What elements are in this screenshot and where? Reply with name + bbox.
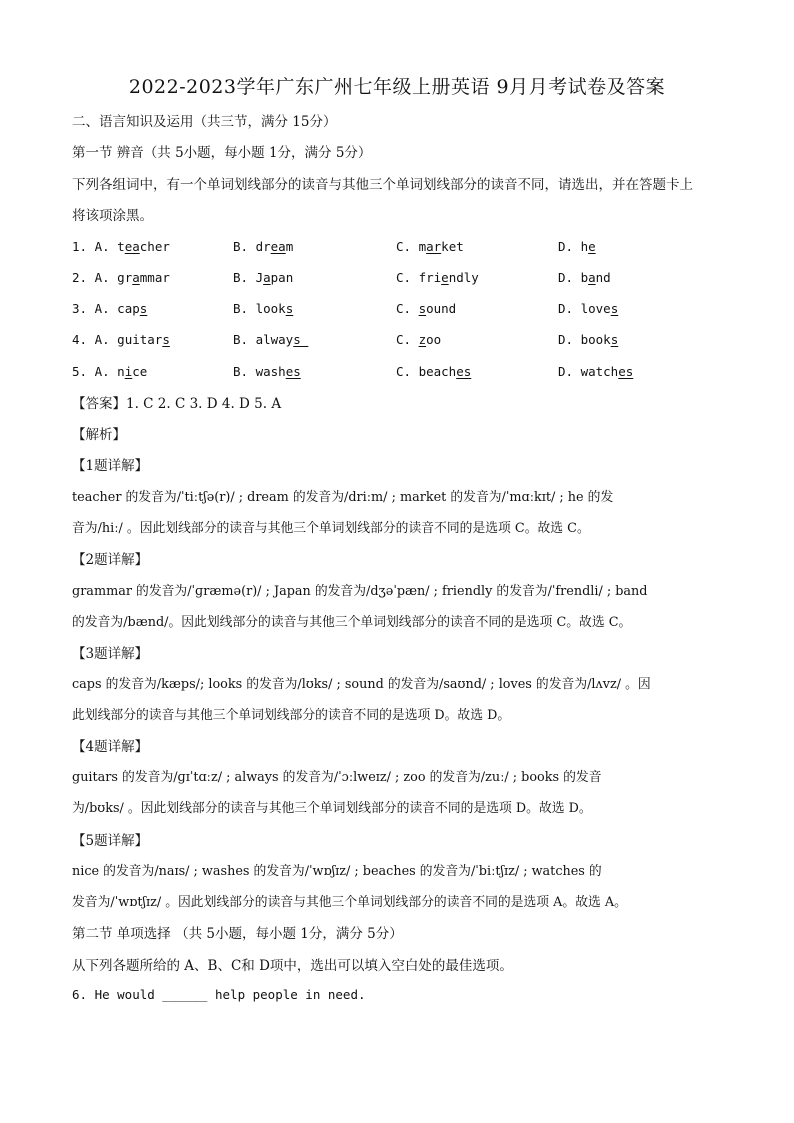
question-number: 1. A. [72, 239, 110, 254]
option-c: C. market [396, 239, 464, 254]
option-b: B. Japan [233, 270, 294, 285]
option-b: B. dream [233, 239, 294, 254]
question-6: 6. He would ______ help people in need. [72, 987, 366, 1002]
question-5 [72, 364, 147, 379]
part1-instruction-line2: 将该项涂黑。 [72, 208, 153, 224]
part2-heading: 第二节 单项选择 （共 5小题，每小题 1分，满分 5分） [72, 926, 403, 942]
detail-2-heading: 【2题详解】 [72, 552, 149, 568]
part1-heading: 第一节 辨音（共 5小题，每小题 1分，满分 5分） [72, 145, 372, 161]
option-c: C. beaches [396, 364, 472, 379]
question-number: 3. A. [72, 301, 110, 316]
option-d: D. band [558, 270, 611, 285]
question-number: 4. A. [72, 332, 110, 347]
detail-2-line1: grammar 的发音为/ˈɡræmə(r)/ ; Japan 的发音为/dʒəˈpæn/ ; friendly 的发音为/ˈfrendli/ ; band [72, 584, 648, 599]
option-b: B. looks [233, 301, 294, 316]
detail-2-line2: 的发音为/bænd/。因此划线部分的读音与其他三个单词划线部分的读音不同的是选项 C。故选 C。 [72, 615, 632, 630]
question-number: 2. A. [72, 270, 110, 285]
detail-5-heading: 【5题详解】 [72, 833, 149, 849]
detail-4-heading: 【4题详解】 [72, 739, 149, 755]
option-a: nice [117, 364, 148, 379]
option-b: B. always_ [233, 332, 309, 347]
page-title: 2022-2023学年广东广州七年级上册英语 9月月考试卷及答案 [128, 76, 666, 98]
detail-3-line1: caps 的发音为/kæps/; looks 的发音为/lʊks/ ; sound 的发音为/saʊnd/ ; loves 的发音为/lʌvz/ 。因 [72, 677, 651, 692]
question-1 [72, 239, 170, 254]
option-d: D. books [558, 332, 619, 347]
question-number: 5. A. [72, 364, 110, 379]
detail-5-line2: 发音为/ˈwɒtʃɪz/ 。因此划线部分的读音与其他三个单词划线部分的读音不同的是选项 A。故选 A。 [72, 895, 627, 910]
option-a: teacher [117, 239, 170, 254]
option-b: B. washes [233, 364, 301, 379]
detail-3-line2: 此划线部分的读音与其他三个单词划线部分的读音不同的是选项 D。故选 D。 [72, 708, 511, 723]
option-c: C. sound [396, 301, 457, 316]
detail-1-line2: 音为/hiː/ 。因此划线部分的读音与其他三个单词划线部分的读音不同的是选项 C。故选 C。 [72, 521, 590, 536]
detail-5-line1: nice 的发音为/naɪs/ ; washes 的发音为/ˈwɒʃɪz/ ; beaches 的发音为/ˈbiːtʃɪz/ ; watches 的 [72, 864, 602, 879]
option-d: D. watches [558, 364, 634, 379]
option-c: C. zoo [396, 332, 442, 347]
option-a: grammar [117, 270, 170, 285]
option-d: D. he [558, 239, 596, 254]
detail-4-line2: 为/bʊks/ 。因此划线部分的读音与其他三个单词划线部分的读音不同的是选项 D。故选 D。 [72, 801, 592, 816]
option-a: guitars [117, 332, 170, 347]
detail-3-heading: 【3题详解】 [72, 646, 149, 662]
option-d: D. loves [558, 301, 619, 316]
analysis-heading: 【解析】 [72, 427, 126, 443]
question-4 [72, 332, 170, 347]
option-a: caps [117, 301, 148, 316]
part1-instruction-line1: 下列各组词中，有一个单词划线部分的读音与其他三个单词划线部分的读音不同，请选出，并在答题卡上 [72, 177, 693, 193]
part2-instruction: 从下列各题所给的 A、B、C和 D项中，选出可以填入空白处的最佳选项。 [72, 958, 513, 974]
section-header: 二、语言知识及运用（共三节，满分 15分） [72, 114, 337, 130]
question-3 [72, 301, 147, 316]
answer-line: 【答案】1. C 2. C 3. D 4. D 5. A [72, 396, 282, 412]
detail-4-line1: guitars 的发音为/ɡɪˈtɑːz/ ; always 的发音为/ˈɔːlweɪz/ ; zoo 的发音为/zuː/ ; books 的发音 [72, 770, 602, 785]
detail-1-heading: 【1题详解】 [72, 458, 149, 474]
question-2 [72, 270, 170, 285]
option-c: C. friendly [396, 270, 479, 285]
detail-1-line1: teacher 的发音为/ˈtiːtʃə(r)/ ; dream 的发音为/driːm/ ; market 的发音为/ˈmɑːkɪt/ ; he 的发 [72, 490, 614, 505]
